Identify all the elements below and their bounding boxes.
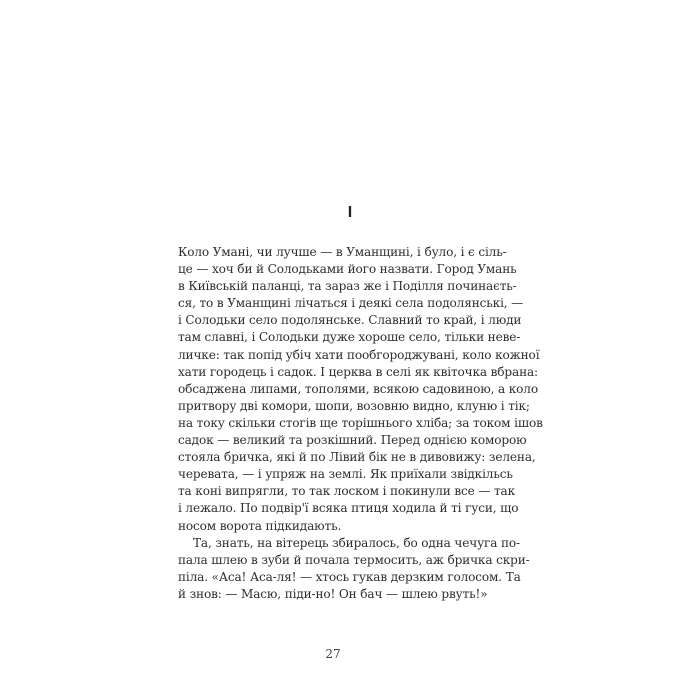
text-line: стояла бричка, які й по Лівий бік не в дивовижу: зелена, bbox=[178, 450, 536, 465]
text-line: личке: так попід убіч хати пообгороджувані, коло кожної bbox=[178, 347, 540, 362]
text-line: Коло Умані, чи лучше — в Уманщині, і було, і є сіль- bbox=[178, 245, 507, 259]
text-line: піла. «Аса! Аса-ля! — хтось гукав дерзким голосом. Та bbox=[178, 569, 521, 584]
text-line: це — хоч би й Солодьками його назвати. Город Умань bbox=[178, 262, 517, 277]
text-line: й знов: — Масю, піди-но! Он бач — шлею рвуть!» bbox=[178, 586, 488, 601]
text-line: в Київській паланці, та зараз же і Поділля починаєть- bbox=[178, 279, 517, 294]
body-text bbox=[178, 244, 543, 603]
text-line: черевата, — і упряж на землі. Як приїхали звідкільсь bbox=[178, 467, 513, 482]
page-number: 27 bbox=[325, 647, 341, 661]
text-line: пала шлею в зуби й почала термосить, аж бричка скри- bbox=[178, 552, 530, 567]
text-line: на току скільки стогів ще торішнього хліба; за током ішов bbox=[178, 415, 543, 430]
text-line: і лежало. По подвір'ї всяка птиця ходила й ті гуси, що bbox=[178, 501, 519, 516]
chapter-heading: I bbox=[347, 204, 353, 221]
text-line: і Солодьки село подолянське. Славний то край, і люди bbox=[178, 313, 522, 328]
text-line: притвору дві комори, шопи, возовню видно, клуню і тік; bbox=[178, 398, 530, 413]
text-line: там славні, і Солодьки дуже хороше село, тільки неве- bbox=[178, 330, 521, 345]
text-line: та коні випрягли, то так лоском і покинули все — так bbox=[178, 484, 515, 499]
text-line: хати городець і садок. І церква в селі як квіточка вбрана: bbox=[178, 364, 538, 379]
text-line: ся, то в Уманщині лічаться і деякі села подолянські, — bbox=[178, 296, 524, 311]
text-line: носом ворота підкидають. bbox=[178, 518, 342, 533]
text-line: Та, знать, на вітерець збиралось, бо одна чечуга по- bbox=[193, 535, 520, 550]
text-line: садок — великий та розкішний. Перед однією коморою bbox=[178, 433, 527, 448]
text-line: обсаджена липами, тополями, всякою садовиною, а коло bbox=[178, 381, 538, 396]
